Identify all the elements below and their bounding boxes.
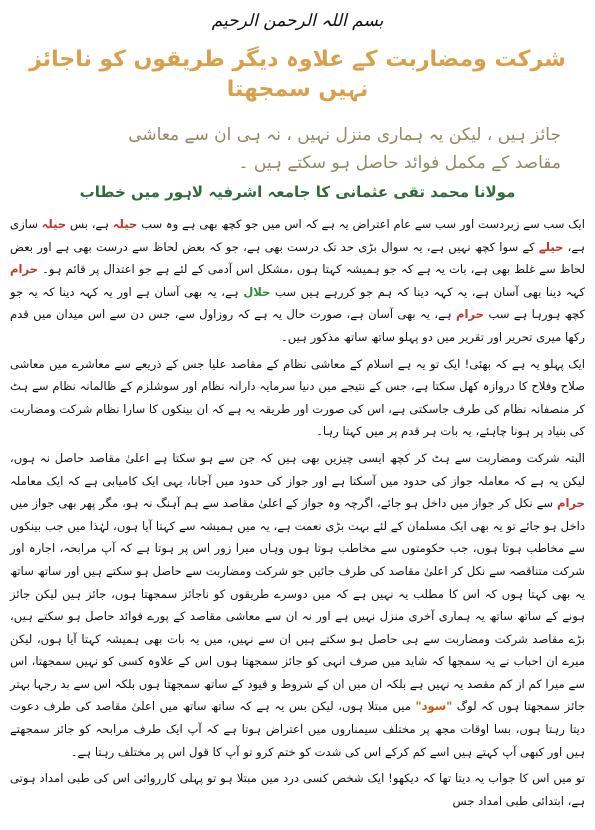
intro-line-2: مقاصد کے مکمل فوائد حاصل ہو سکتے ہیں ۔ (238, 153, 561, 173)
paragraph-3 (10, 447, 585, 763)
text-run: ہے، بس (66, 217, 113, 231)
keyword-haram: حرام (556, 496, 585, 511)
text-run: سازی ہے، (10, 217, 585, 254)
keyword-halal: حلال (243, 284, 271, 299)
paragraph-4: تو میں اس کا جواب یہ دیتا تھا کہ دیکھو! ایک شخص کسی درد میں مبتلا ہو تو پہلی کارروائی اس کی طبی امداد ہوتی ہے، ابتدائی طبی امداد جس (10, 771, 585, 808)
text-run: میں مبتلا ہوں، لیکن بس یہ ہے کہ ساتھ ساتھ میں اعلیٰ مقاصد کی طرف دعوت دیتا رہتا ہوں، بسا اوقات مجھ پر مختلف سیمناروں میں اعتراض ہوتا ہے کہ آپ ایک طرف مرابحہ کو جائز سمجھتے ہیں اور کبھی آپ کہتے ہیں اسے کم کرکے اس کی شدت کو ختم کرو تو آپ کا قول اس پر مختلف رہتا ہے۔ (10, 699, 585, 759)
intro-line-1: جائز ہیں ، لیکن یہ ہماری منزل نہیں ، نہ ہی ان سے معاشی (128, 125, 561, 145)
article-body (10, 213, 585, 812)
text-run: ہے، یہ بھی آسان ہے اور یہ کہہ دینا کہ یہ جو کچھ ہورہا ہے سب (10, 284, 586, 322)
text-run: کہہ دینا بھی آسان ہے، یہ کہہ دینا کہ ہم جو کررہے ہیں سب (270, 284, 585, 299)
speaker-byline: مولانا محمد تقی عثمانی کا جامعہ اشرفیہ لاہور میں خطاب (79, 183, 516, 201)
text-run: کے سوا کچھ نہیں ہے، یہ سوال بڑی حد تک درست بھی ہے، جو کہ بعض لحاظ سے درست بھی ہے اور بعض لحاظ سے غلط بھی ہے، بات یہ ہے کہ جو ہمیشہ کہتا ہوں ،مشکل اس آدمی کے لئے ہے جو اعتدال پر قائم ہو۔ (10, 239, 585, 277)
bismillah-heading: بسم اللہ الرحمن الرحیم (211, 11, 384, 31)
paragraph-2: ایک پہلو یہ ہے کہ بھئی! ایک تو یہ ہے اسلام کے معاشی نظام کے مقاصد علیا جس کے ذریعے سے معاشرے میں معاشی صلاح وفلاح کا دروازہ کھل سکتا ہے، جس کے نتیجے میں دنیا سرمایہ دارانہ نظام اور سوشلزم کے ظالمانہ نظام سے ہٹ کر منصفانہ نظام کی طرف جاسکتی ہے، اس کی صورت اور طریقہ یہ ہے کہ ان بینکوں کا سارا نظام شرکت ومضاربت کی بنیاد پر ہونا چاہئے، یہ بات ہر قدم پر میں کہتا رہا۔ (10, 356, 585, 439)
keyword-haram: حرام (455, 307, 485, 322)
article-title: شرکت ومضاربت کے علاوہ دیگر طریقوں کو ناجائز نہیں سمجھتا (29, 47, 566, 102)
text-run: ہے، یہ بھی آسان ہے، صورت حال یہ ہے کہ روزاول سے، جس دن سے اس میدان میں قدم رکھا میری تحریر اور تقریر میں دو پہلو ساتھ ساتھ مذکور ہیں۔ (10, 307, 585, 344)
keyword-hila: حیلہ (112, 217, 138, 231)
keyword-haram: حرام (10, 262, 39, 277)
intro-quote (20, 121, 561, 177)
text-run: سے نکل کر جواز میں داخل ہو جائے، اگرچہ وہ جواز کے اعلیٰ مقاصد سے ہم آہنگ نہ ہو، مگر پھر بھی جواز میں داخل ہو جائے تو یہ بھی ایک مسلمان کے لئے بہت بڑی نعمت ہے، یہ میں ہمیشہ سے کہتا آیا ہوں، لہٰذا میں جب بینکوں سے مخاطب ہوتا ہوں، جب حکومتوں سے مخاطب ہوتا ہوں وہاں میرا زور اس پر ہوتا ہے کہ آپ مرابحہ، اجارہ اور شرکت متناقصہ سے نکل کر اعلیٰ مقاصد کی طرف جائیں جو شرکت ومضاربت سے حاصل ہو سکتے ہیں اور ساتھ ساتھ یہ بھی کہتا ہوں کہ اس کا مطلب یہ نہیں ہے کہ میں دوسرے طریقوں کو ناجائز سمجھتا ہوں، جائز ہیں لیکن جائز ہونے کے ساتھ ساتھ یہ ہماری آخری منزل نہیں ہے اور نہ ان سے معاشی مقاصد کے پورے فوائد حاصل ہو سکتے ہیں، بڑے مقاصد شرکت ومضاربت سے ہی حاصل ہو سکتے ہیں ان سے نہیں، میں یہ بات بھی ہمیشہ کہتا آیا ہوں، لیکن میرے ان احباب نے یہ سمجھا کہ شاید میں صرف انہی کو جائز سمجھتا ہوں اس کے علاوہ کسی کو نہیں سمجھتا، اس سے میرا کم از کم مقصد یہ نہیں ہے بلکہ ان میں ان کے شروط و قیود کے ساتھ سمجھتا ہوں بلکہ اس سے بد رجہا بہتر جائز سمجھتا ہوں کہ لوگ (10, 496, 586, 714)
keyword-sood: "سود" (415, 699, 453, 714)
keyword-hila: حیلہ (41, 217, 67, 231)
text-run: ایک سب سے زبردست اور سب سے عام اعتراض یہ ہے کہ اس میں جو کچھ بھی ہے وہ سب (137, 217, 585, 231)
text-run: البتہ شرکت ومضاربت سے ہٹ کر کچھ ایسی چیزیں بھی ہیں کہ جن سے ہو سکتا ہے اعلیٰ مقاصد حاصل نہ ہوں، لیکن یہ ہے کہ معاملہ جواز کی حدود میں آسکتا ہے اور جواز کی حدود میں آجانا، یہی ایک کامیابی ہے کہ ایک معاملہ (10, 450, 585, 488)
keyword-hile: حیلے (538, 239, 564, 254)
paragraph-1 (10, 213, 585, 349)
